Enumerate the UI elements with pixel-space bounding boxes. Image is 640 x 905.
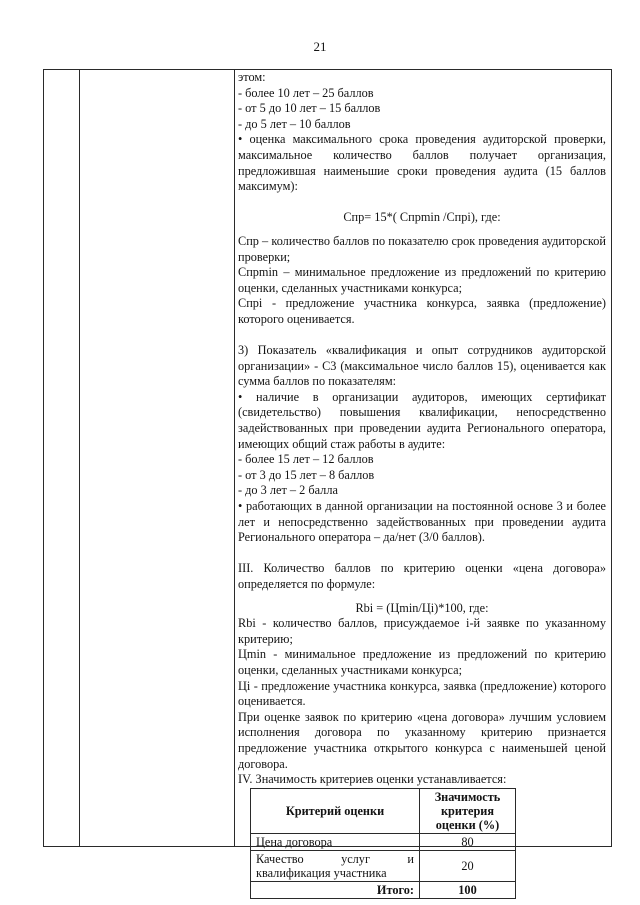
- table-header-row: [251, 788, 516, 833]
- list-item: - до 3 лет – 2 балла: [238, 483, 338, 498]
- table-row: [251, 850, 516, 881]
- bullet-paragraph: • оценка максимального срока проведения аудиторской проверки, максимальное количество баллов получает организация, предложившая наименьшие сроки проведения аудита (15 баллов максимум):: [238, 132, 606, 194]
- section-3-paragraph: 3) Показатель «квалификация и опыт сотрудников аудиторской организации» - С3 (максимальное число баллов 15), оценивается как сумма баллов по показателям:: [238, 343, 606, 389]
- table-row: [251, 833, 516, 850]
- column-divider-2: [234, 70, 235, 846]
- weight-cell: 20: [420, 850, 516, 881]
- definition-paragraph: Цmin - минимальное предложение из предложений по критерию оценки, сделанных участниками конкурса;: [238, 647, 606, 677]
- list-item: - до 5 лет – 10 баллов: [238, 116, 351, 131]
- table-total-row: [251, 881, 516, 898]
- definition-paragraph: Rbi - количество баллов, присуждаемое i-й заявке по указанному критерию;: [238, 616, 606, 646]
- definition-paragraph: Спр – количество баллов по показателю срок проведения аудиторской проверки;: [238, 233, 606, 264]
- header-weight: Значимость критерия оценки (%): [420, 788, 516, 833]
- content-cell: [238, 70, 606, 899]
- criterion-cell: Качество услуг и квалификация участника: [251, 850, 420, 881]
- list-item: - более 10 лет – 25 баллов: [238, 85, 374, 100]
- bullet-paragraph: • работающих в данной организации на постоянной основе 3 и более лет и непосредственно задействованных при проведении аудита Регионального оператора – да/нет (3/0 баллов).: [238, 499, 606, 545]
- definition-paragraph: При оценке заявок по критерию «цена договора» лучшим условием исполнения договора по указанному критерию признается предложение участника открытого конкурса с наименьшей ценой договора.: [238, 709, 606, 771]
- criterion-cell: Цена договора: [251, 833, 420, 850]
- list-item: - более 15 лет – 12 баллов: [238, 452, 374, 467]
- total-value: 100: [420, 881, 516, 898]
- definition-paragraph: Спрmin – минимальное предложение из предложений по критерию оценки, сделанных участниками конкурса;: [238, 265, 606, 295]
- header-criterion: Критерий оценки: [251, 788, 420, 833]
- total-label: Итого:: [251, 881, 420, 898]
- weight-cell: 80: [420, 833, 516, 850]
- section-iv-heading: IV. Значимость критериев оценки устанавливается:: [238, 772, 507, 787]
- criteria-table: [250, 788, 516, 899]
- list-item: - от 5 до 10 лет – 15 баллов: [238, 101, 381, 116]
- formula-spr: Спр= 15*( Cпрmin /Cпрi), где:: [343, 210, 501, 225]
- list-item: - от 3 до 15 лет – 8 баллов: [238, 467, 375, 482]
- page-number: 21: [313, 39, 327, 54]
- definition-paragraph: Цi - предложение участника конкурса, заявка (предложение) которого оценивается.: [238, 678, 606, 709]
- bullet-paragraph: • наличие в организации аудиторов, имеющих сертификат (свидетельство) повышения квалификации, непосредственно задействованных при проведении аудита Регионального оператора, имеющих общий стаж работы в аудите:: [238, 389, 606, 451]
- section-iii-heading: III. Количество баллов по критерию оценки «цена договора» определяется по формуле:: [238, 561, 606, 591]
- text-line: этом:: [238, 70, 266, 84]
- column-divider-1: [79, 70, 80, 846]
- definition-paragraph: Спрi - предложение участника конкурса, заявка (предложение) которого оценивается.: [238, 296, 606, 326]
- formula-rbi: Rbi = (Цmin/Цi)*100, где:: [355, 600, 489, 615]
